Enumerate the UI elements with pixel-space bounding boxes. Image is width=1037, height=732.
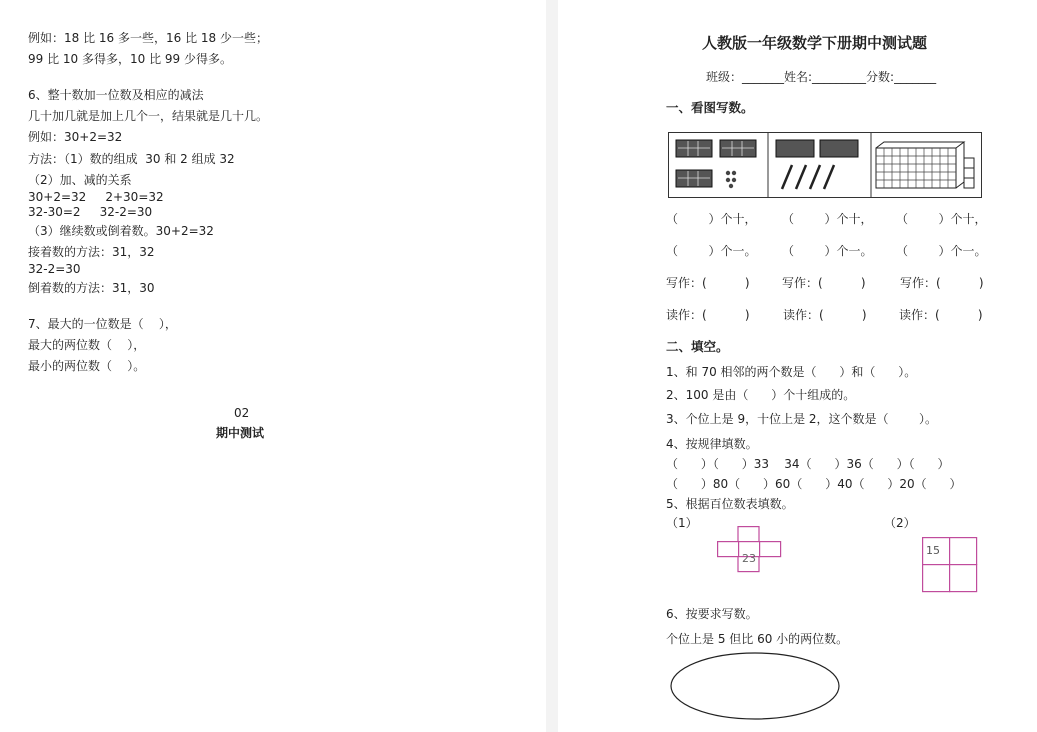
question: 1、和 70 相邻的两个数是（ ）和（ ）。 <box>666 365 917 379</box>
question: 4、按规律填数。 <box>666 437 758 451</box>
answer-tens: （ ）个十， <box>666 212 757 226</box>
hundred-chart-cross <box>717 526 781 572</box>
answer-ones: （ ）个一。 <box>666 244 757 258</box>
answer-read: 读作：( ) <box>666 308 750 322</box>
answer-tens: （ ）个十， <box>782 212 873 226</box>
text-line: 最小的两位数（ ）。 <box>28 359 146 373</box>
section-heading: 二、填空。 <box>666 339 729 354</box>
text-line: 32-30=2 32-2=30 <box>28 205 153 219</box>
question: 3、个位上是 9，十位上是 2，这个数是（ ）。 <box>666 412 938 426</box>
unit-cubes-icon <box>964 158 974 188</box>
question-text: 个位上是 5 但比 60 小的两位数。 <box>666 632 849 646</box>
text-line: 例如：30+2=32 <box>28 130 123 144</box>
text-line: 例如：18 比 16 多一些，16 比 18 少一些； <box>28 31 268 45</box>
stick-bundle-icon <box>776 140 814 157</box>
section-heading: 一、看图写数。 <box>666 100 754 115</box>
text-line: 99 比 10 多得多，10 比 99 少得多。 <box>28 52 232 66</box>
answer-ones: （ ）个一。 <box>896 244 987 258</box>
section-title: 期中测试 <box>216 426 265 440</box>
text-line: （2）加、减的关系 <box>28 173 132 187</box>
answer-read: 读作：( ) <box>899 308 983 322</box>
text-line: 6、整十数加一位数及相应的减法 <box>28 88 204 102</box>
pattern-row: （ ）（ ）33 34（ ）36（ ）（ ） <box>666 457 950 471</box>
pattern-row: （ ）80（ ）60（ ）40（ ）20（ ） <box>666 477 962 491</box>
text-line: 几十加几就是加上几个一，结果就是几十几。 <box>28 109 269 123</box>
text-line: 倒着数的方法：31，30 <box>28 281 155 295</box>
answer-tens: （ ）个十， <box>896 212 987 226</box>
answer-ones: （ ）个一。 <box>782 244 873 258</box>
grid-cell-value: 15 <box>926 544 940 557</box>
hundred-chart-square <box>922 537 977 592</box>
grid-cell-value: 23 <box>742 552 756 565</box>
counting-figure <box>668 132 982 198</box>
sub-label: （1） <box>666 516 698 530</box>
answer-write: 写作：( ) <box>782 276 866 290</box>
text-line: （3）继续数或倒着数。30+2=32 <box>28 224 214 238</box>
text-line: 32-2=30 <box>28 262 81 276</box>
stick-bundle-icon <box>820 140 858 157</box>
answer-ellipse <box>670 652 840 720</box>
text-line: 接着数的方法：31，32 <box>28 245 155 259</box>
text-line: 方法：（1）数的组成 30 和 2 组成 32 <box>28 152 235 166</box>
ten-block-icon <box>676 170 712 187</box>
sub-label: （2） <box>884 516 916 530</box>
ten-block-icon <box>676 140 712 157</box>
text-line: 最大的两位数（ ）， <box>28 338 146 352</box>
info-line: 班级：_______姓名:_________分数:_______ <box>706 70 937 84</box>
answer-read: 读作：( ) <box>783 308 867 322</box>
page-title: 人教版一年级数学下册期中测试题 <box>702 34 928 52</box>
answer-write: 写作：( ) <box>900 276 984 290</box>
right-page <box>558 0 1037 732</box>
question: 2、100 是由（ ）个十组成的。 <box>666 388 856 402</box>
page-number: 02 <box>234 406 250 420</box>
text-line: 30+2=32 2+30=32 <box>28 190 164 204</box>
answer-write: 写作：( ) <box>666 276 750 290</box>
text-line: 7、最大的一位数是（ ）， <box>28 317 177 331</box>
hundred-grid-icon <box>876 142 964 188</box>
question: 5、根据百位数表填数。 <box>666 497 794 511</box>
ten-block-icon <box>720 140 756 157</box>
question: 6、按要求写数。 <box>666 607 758 621</box>
